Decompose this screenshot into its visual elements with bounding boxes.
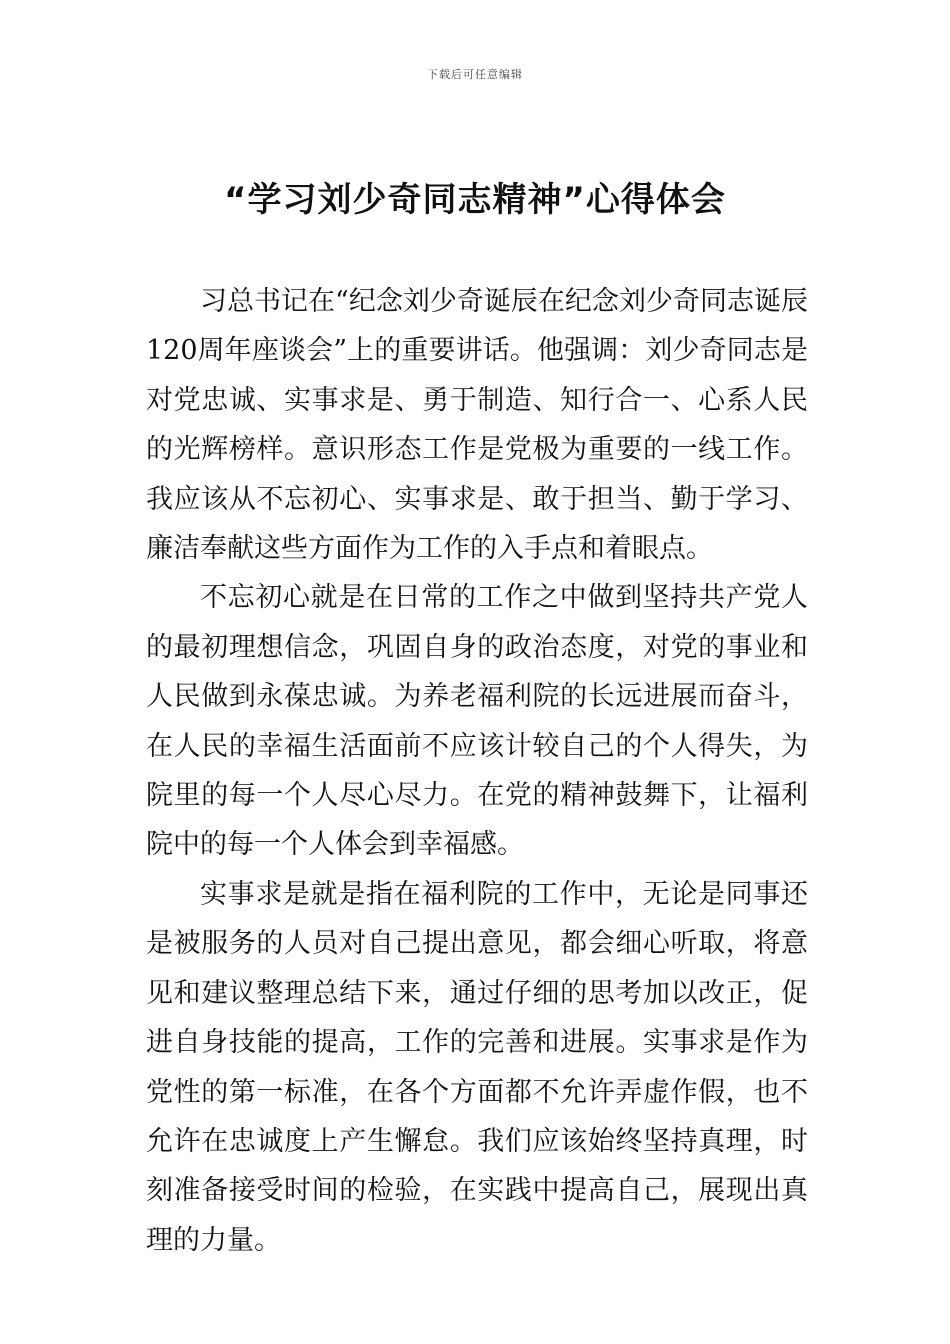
header-note: 下载后可任意编辑 bbox=[427, 68, 523, 81]
document-title: “学习刘少奇同志精神”心得体会 bbox=[224, 180, 726, 220]
paragraph-2: 不忘初心就是在日常的工作之中做到坚持共产党人的最初理想信念，巩固自身的政治态度，对党的事业和人民做到永葆忠诚。为养老福利院的长远进展而奋斗，在人民的幸福生活面前不应该计较自己的个人得失，为院里的每一个人尽心尽力。在党的精神鼓舞下，让福利院中的每一个人体会到幸福感。 bbox=[146, 582, 808, 861]
document-body bbox=[146, 277, 808, 1265]
paragraph-3: 实事求是就是指在福利院的工作中，无论是同事还是被服务的人员对自己提出意见，都会细心听取，将意见和建议整理总结下来，通过仔细的思考加以改正，促进自身技能的提高，工作的完善和进展。实事求是作为党性的第一标准，在各个方面都不允许弄虚作假，也不允许在忠诚度上产生懈怠。我们应该始终坚持真理，时刻准备接受时间的检验，在实践中提高自己，展现出真理的力量。 bbox=[146, 878, 808, 1256]
paragraph-1: 习总书记在“纪念刘少奇诞辰在纪念刘少奇同志诞辰120周年座谈会”上的重要讲话。他强调：刘少奇同志是对党忠诚、实事求是、勇于制造、知行合一、心系人民的光辉榜样。意识形态工作是党极为重要的一线工作。我应该从不忘初心、实事求是、敢于担当、勤于学习、廉洁奉献这些方面作为工作的入手点和着眼点。 bbox=[146, 286, 808, 565]
